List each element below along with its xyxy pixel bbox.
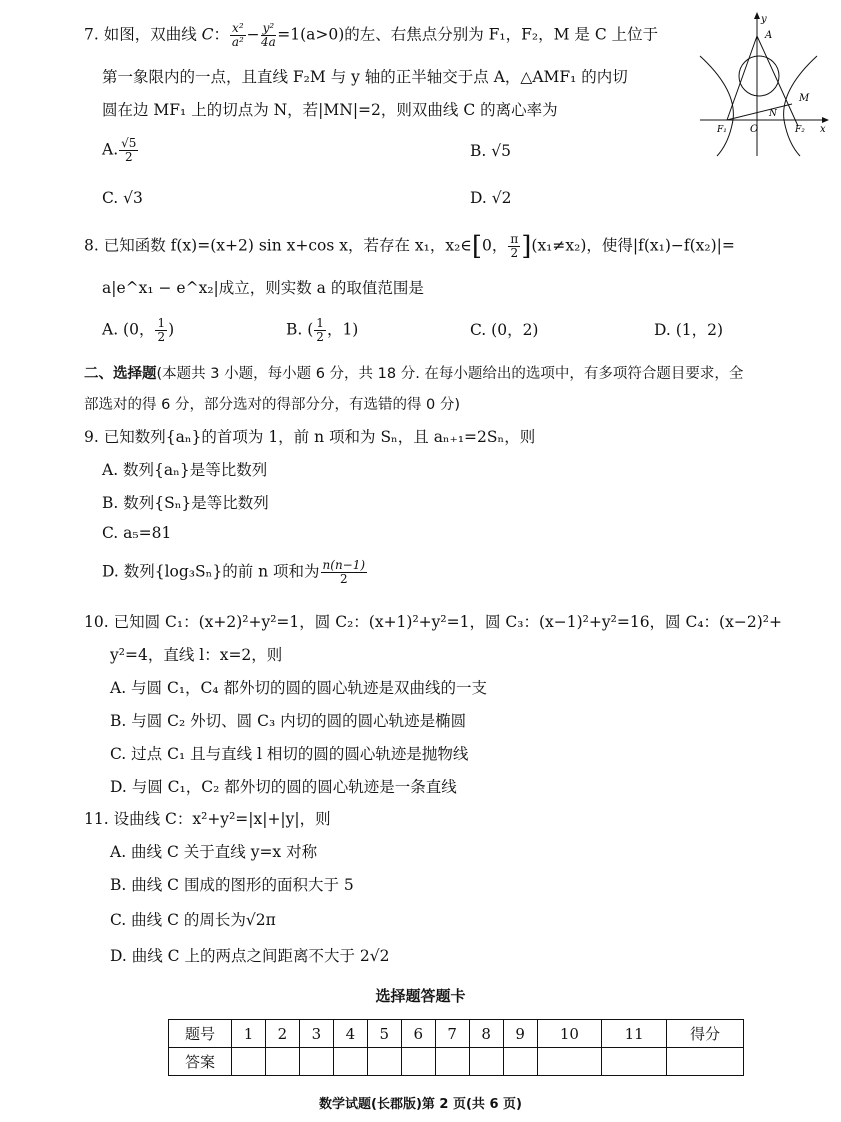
frac-num: 1 bbox=[157, 316, 166, 330]
q8-option-c: C. (0，2) bbox=[470, 321, 539, 339]
answer-cell[interactable] bbox=[401, 1048, 435, 1076]
q8-option-d: D. (1，2) bbox=[654, 321, 724, 339]
q7-line2: 第一象限内的一点，且直线 F₂M 与 y 轴的正半轴交于点 A，△AMF₁ 的内切 bbox=[102, 68, 628, 86]
q8-line2: a|e^x₁ − e^x₂|成立，则实数 a 的取值范围是 bbox=[102, 279, 424, 297]
question-number: 8 bbox=[469, 1020, 503, 1048]
answer-cell[interactable] bbox=[503, 1048, 537, 1076]
q10-line1: 10. 已知圆 C₁：(x+2)²+y²=1，圆 C₂：(x+1)²+y²=1，圆 C₃：(x−1)²+y²=16，圆 C₄：(x−2)²+ bbox=[84, 613, 782, 631]
q8-suffix: (x₁≠x₂)，使得|f(x₁)−f(x₂)|= bbox=[531, 236, 735, 255]
frac-num: √5 bbox=[121, 136, 137, 150]
q7-option-c: C. √3 bbox=[102, 189, 143, 207]
q9-option-a: A. 数列{aₙ}是等比数列 bbox=[102, 461, 268, 479]
q8-option-b bbox=[286, 317, 358, 344]
half-frac bbox=[314, 317, 326, 344]
q7-line3: 圆在边 MF₁ 上的切点为 N，若|MN|=2，则双曲线 C 的离心率为 bbox=[102, 101, 558, 119]
bracket-open: [ bbox=[471, 231, 482, 262]
page-footer: 数学试题(长郡版)第 2 页(共 6 页) bbox=[319, 1097, 522, 1112]
answer-cell[interactable] bbox=[333, 1048, 367, 1076]
sum-frac bbox=[321, 559, 368, 586]
y-axis-arrow bbox=[754, 12, 760, 19]
frac-num: n(n−1) bbox=[322, 558, 366, 572]
answer-cell[interactable] bbox=[435, 1048, 469, 1076]
answer-card-title: 选择题答题卡 bbox=[375, 987, 466, 1005]
question-number: 6 bbox=[401, 1020, 435, 1048]
incircle bbox=[739, 56, 779, 96]
q7-prefix: 7. 如图，双曲线 bbox=[84, 25, 202, 44]
score-label: 得分 bbox=[667, 1020, 744, 1048]
line-mf1 bbox=[727, 104, 792, 120]
frac-num: x² bbox=[232, 21, 244, 35]
hyperbola-figure bbox=[695, 8, 835, 158]
label-n: N bbox=[769, 109, 777, 119]
label-x: x bbox=[820, 124, 826, 135]
q9-stem: 9. 已知数列{aₙ}的首项为 1，前 n 项和为 Sₙ，且 aₙ₊₁=2Sₙ，则 bbox=[84, 428, 536, 446]
section2-note: (本题共 3 小题，每小题 6 分，共 18 分. 在每小题给出的选项中，有多项符合题目要求，全 bbox=[156, 366, 744, 382]
x-axis-arrow bbox=[822, 117, 829, 123]
label-m: M bbox=[799, 93, 810, 104]
pi-over-2 bbox=[508, 233, 520, 260]
question-number: 4 bbox=[333, 1020, 367, 1048]
sqrt5-over-2 bbox=[119, 137, 138, 164]
q11-option-d: D. 曲线 C 上的两点之间距离不大于 2√2 bbox=[110, 947, 390, 965]
frac-den: 2 bbox=[510, 246, 519, 260]
opt-post: ，1) bbox=[326, 320, 359, 339]
answer-card-answer-row bbox=[169, 1048, 744, 1076]
q11-option-c: C. 曲线 C 的周长为√2π bbox=[110, 911, 276, 929]
section2-title: 二、选择题 bbox=[84, 366, 157, 382]
q11-stem: 11. 设曲线 C：x²+y²=|x|+|y|，则 bbox=[84, 810, 331, 828]
label-f2: F₂ bbox=[795, 125, 805, 135]
question-number: 7 bbox=[435, 1020, 469, 1048]
answer-cell[interactable] bbox=[469, 1048, 503, 1076]
opt-pre: D. 数列{log₃Sₙ}的前 n 项和为 bbox=[102, 562, 320, 581]
question-number: 2 bbox=[265, 1020, 299, 1048]
label-y: y bbox=[761, 14, 767, 25]
frac-den: a² bbox=[231, 35, 244, 49]
frac-den: 4a bbox=[261, 35, 276, 49]
answer-cell[interactable] bbox=[265, 1048, 299, 1076]
header-label: 题号 bbox=[169, 1020, 232, 1048]
answer-cell[interactable] bbox=[602, 1048, 667, 1076]
answer-cell[interactable] bbox=[367, 1048, 401, 1076]
section2-header bbox=[84, 362, 743, 383]
frac-den: 2 bbox=[316, 330, 324, 344]
line-af1 bbox=[727, 36, 757, 120]
q10-line2: y²=4，直线 l：x=2，则 bbox=[110, 646, 283, 664]
frac-num: π bbox=[510, 232, 519, 246]
q9-option-c: C. a₅=81 bbox=[102, 524, 172, 542]
q10-option-b: B. 与圆 C₂ 外切、圆 C₃ 内切的圆的圆心轨迹是椭圆 bbox=[110, 712, 467, 730]
question-number: 10 bbox=[537, 1020, 602, 1048]
label-a: A bbox=[765, 30, 773, 41]
q8-option-a bbox=[102, 317, 174, 344]
q9-option-b: B. 数列{Sₙ}是等比数列 bbox=[102, 494, 269, 512]
question-number: 1 bbox=[232, 1020, 266, 1048]
q8-prefix: 8. 已知函数 f(x)=(x+2) sin x+cos x，若存在 x₁，x₂∈ bbox=[84, 236, 472, 255]
section2-note-line2: 部选对的得 6 分，部分选对的得部分分，有选错的得 0 分) bbox=[84, 397, 461, 413]
q10-option-d: D. 与圆 C₁，C₂ 都外切的圆的圆心轨迹是一条直线 bbox=[110, 778, 457, 796]
hyperbola-name: C bbox=[201, 25, 214, 44]
q11-option-a: A. 曲线 C 关于直线 y=x 对称 bbox=[110, 843, 318, 861]
bracket-close: ] bbox=[521, 231, 532, 262]
x2-over-a2 bbox=[230, 22, 246, 49]
answer-card-header-row bbox=[169, 1020, 744, 1048]
opt-pre: B. ( bbox=[286, 320, 314, 339]
answer-label: 答案 bbox=[169, 1048, 232, 1076]
answer-card-table bbox=[168, 1019, 744, 1076]
frac-num: y² bbox=[262, 21, 275, 35]
q10-option-c: C. 过点 C₁ 且与直线 l 相切的圆的圆心轨迹是抛物线 bbox=[110, 745, 469, 763]
label-f1: F₁ bbox=[717, 125, 727, 135]
q7-line1: 7. 如图，双曲线 C： $\frac{\text{x²}}{\text{a²}}$ − $\frac{\text{y²}}{4a}$ =1(a>0)的左、右焦点分别为 F₁，F₂，M 是 C 上位于 bbox=[84, 21, 659, 49]
answer-cell[interactable] bbox=[232, 1048, 266, 1076]
y2-over-4a bbox=[261, 22, 277, 49]
q10-option-a: A. 与圆 C₁，C₄ 都外切的圆的圆心轨迹是双曲线的一支 bbox=[110, 679, 488, 697]
frac-den: 2 bbox=[339, 572, 348, 586]
q9-option-d bbox=[102, 559, 368, 586]
q11-option-b: B. 曲线 C 围成的图形的面积大于 5 bbox=[110, 876, 354, 894]
line-af2 bbox=[757, 36, 798, 126]
frac-den: 2 bbox=[157, 330, 166, 344]
option-letter: A. bbox=[102, 140, 119, 159]
question-number: 11 bbox=[602, 1020, 667, 1048]
left-branch bbox=[700, 56, 733, 156]
q7-suffix: =1(a>0)的左、右焦点分别为 F₁，F₂，M 是 C 上位于 bbox=[277, 25, 659, 44]
score-cell[interactable] bbox=[667, 1048, 744, 1076]
half-frac bbox=[155, 317, 167, 344]
answer-cell[interactable] bbox=[537, 1048, 602, 1076]
frac-den: 2 bbox=[124, 150, 133, 164]
answer-cell[interactable] bbox=[299, 1048, 333, 1076]
q7-option-a bbox=[102, 137, 139, 164]
interval-start: 0， bbox=[481, 236, 508, 255]
q7-option-b: B. √5 bbox=[470, 142, 511, 160]
label-o: O bbox=[750, 124, 759, 135]
q8-line1 bbox=[84, 233, 735, 260]
frac-num: 1 bbox=[316, 316, 324, 330]
question-number: 9 bbox=[503, 1020, 537, 1048]
question-number: 5 bbox=[367, 1020, 401, 1048]
q7-option-d: D. √2 bbox=[470, 189, 512, 207]
opt-pre: A. (0， bbox=[102, 320, 155, 339]
opt-post: ) bbox=[168, 320, 175, 339]
question-number: 3 bbox=[299, 1020, 333, 1048]
